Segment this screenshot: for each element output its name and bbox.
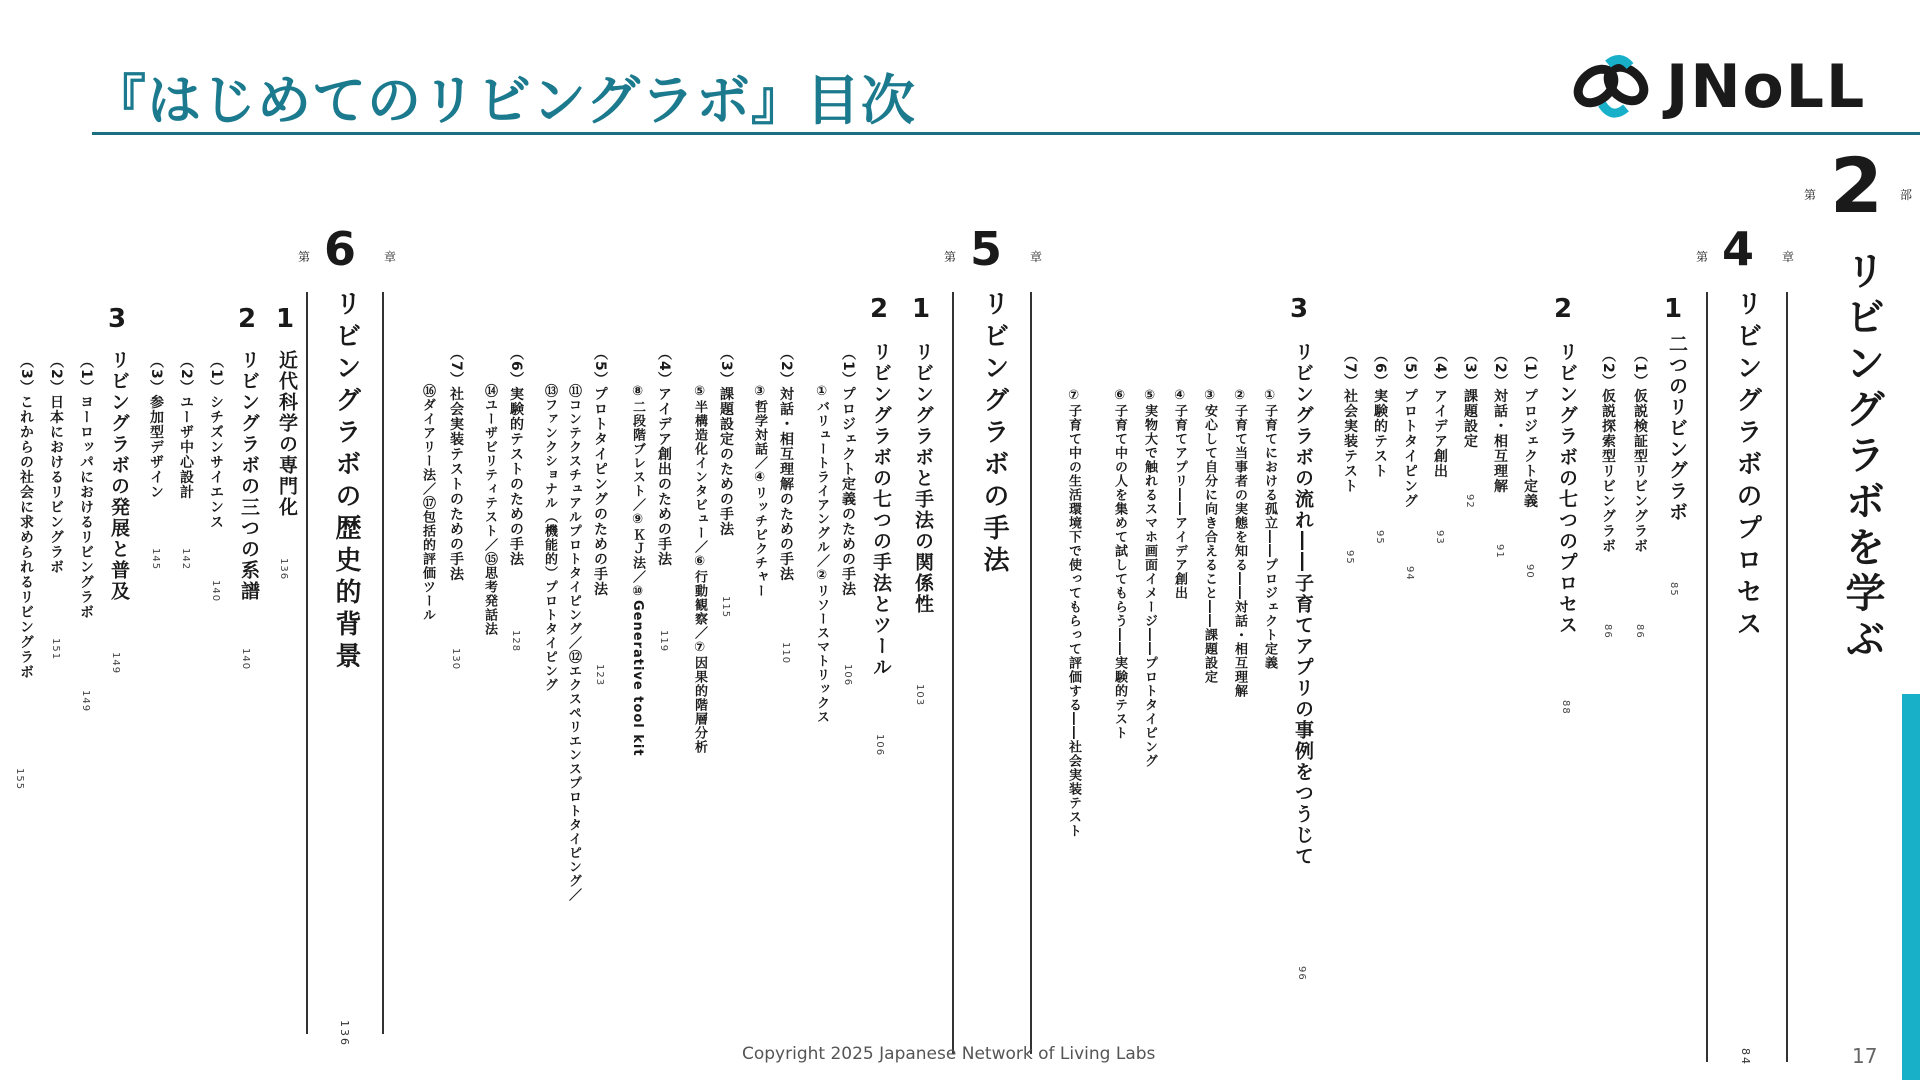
list-item: ③哲学対話／④リッチピクチャー xyxy=(752,384,767,598)
chapter-4-page: 84 xyxy=(1739,1048,1752,1066)
list-item: （3）これからの社会に求められるリビングラボ xyxy=(18,354,34,680)
list-item: （1）プロジェクト定義のための手法 xyxy=(840,346,856,597)
list-item: ②子育て当事者の実態を知る――対話・相互理解 xyxy=(1232,388,1247,698)
item-page: 93 xyxy=(1434,530,1445,545)
list-item: ⑥子育て中の人を集めて試してもらう――実験的テスト xyxy=(1112,388,1127,740)
chapter-4-title: リビングラボのプロセス xyxy=(1732,290,1762,642)
chapter-number: 4 xyxy=(1722,222,1755,276)
item-page: 106 xyxy=(842,664,853,687)
chapter-suffix: 章 xyxy=(384,250,397,264)
part-heading xyxy=(1800,141,1920,230)
list-item: （3）課題設定のための手法 xyxy=(718,346,734,537)
chapter-prefix: 第 xyxy=(1696,250,1709,264)
item-page: 110 xyxy=(780,642,791,665)
list-item: （2）対話・相互理解のための手法 xyxy=(778,346,794,582)
part-number: 2 xyxy=(1830,141,1883,230)
logo-text: JNoLL xyxy=(1666,52,1867,122)
section-title: 近代科学の専門化 xyxy=(276,350,298,518)
item-page: 119 xyxy=(658,630,669,653)
list-item: （5）プロトタイピングのための手法 xyxy=(592,346,608,597)
chapter-5-title: リビングラボの手法 xyxy=(979,290,1009,578)
list-item: （7）社会実装テストのための手法 xyxy=(448,346,464,582)
list-item: （2）ユーザ中心設計 xyxy=(178,354,194,500)
list-item: （1）シチズンサイエンス xyxy=(208,354,224,530)
chapter-4-heading xyxy=(1696,222,1806,276)
section-number: 1 xyxy=(276,304,295,334)
list-item: ⑬ファンクショナル（機能的）プロトタイピング xyxy=(542,384,557,692)
section-number: 3 xyxy=(1290,294,1309,324)
list-item: （6）実験的テスト xyxy=(1372,348,1388,479)
list-item: ④子育てアプリ――アイデア創出 xyxy=(1172,388,1187,600)
section-page: 88 xyxy=(1560,700,1571,715)
list-item: ⑭ユーザビリティテスト／⑮思考発話法 xyxy=(482,384,497,636)
section-number: 2 xyxy=(238,304,257,334)
jnoll-logo xyxy=(1566,46,1916,126)
chapter-6-title: リビングラボの歴史的背景 xyxy=(331,290,361,674)
chapter-5-heading xyxy=(944,222,1054,276)
chapter-6-divider xyxy=(382,292,384,1034)
chapter-6-page: 136 xyxy=(338,1020,351,1047)
page-title: 『はじめてのリビングラボ』目次 xyxy=(92,69,916,132)
list-item: ①バリュートライアングル／②リソースマトリックス xyxy=(814,384,829,724)
section-number: 1 xyxy=(1664,294,1683,324)
section-title: リビングラボの七つのプロセス xyxy=(1556,342,1578,636)
section-number: 2 xyxy=(1554,294,1573,324)
list-item: （4）アイデア創出 xyxy=(1432,348,1448,479)
item-page: 95 xyxy=(1344,550,1355,565)
item-page: 86 xyxy=(1602,624,1613,639)
section-title: リビングラボの発展と普及 xyxy=(108,350,130,602)
list-item: （3）課題設定 xyxy=(1462,348,1478,449)
chapter-4-divider xyxy=(1786,292,1788,1062)
title-divider xyxy=(92,132,1920,135)
list-item: ①子育てにおける孤立――プロジェクト定義 xyxy=(1262,388,1277,670)
list-item: ⑦子育て中の生活環境下で使ってもらって評価する――社会実装テスト xyxy=(1066,388,1081,838)
item-page: 149 xyxy=(80,690,91,713)
item-page: 142 xyxy=(180,548,191,571)
chapter-5-divider xyxy=(1030,292,1032,1054)
section-number: 2 xyxy=(870,294,889,324)
chapter-prefix: 第 xyxy=(944,250,957,264)
list-item: （5）プロトタイピング xyxy=(1402,348,1418,509)
part-title: リビングラボを学ぶ xyxy=(1839,250,1885,664)
item-page: 115 xyxy=(720,596,731,619)
section-page: 149 xyxy=(110,652,121,675)
section-page: 136 xyxy=(278,558,289,581)
section-number: 3 xyxy=(108,304,127,334)
item-page: 151 xyxy=(50,638,61,661)
item-page: 123 xyxy=(594,664,605,687)
section-page: 103 xyxy=(914,684,925,707)
part-prefix: 第 xyxy=(1804,188,1817,202)
list-item: （2）対話・相互理解 xyxy=(1492,348,1508,494)
list-item: ⑤実物大で触れるスマホ画面イメージ――プロトタイピング xyxy=(1142,388,1157,768)
chapter-suffix: 章 xyxy=(1782,250,1795,264)
item-page: 94 xyxy=(1404,566,1415,581)
list-item: （2）仮説探索型リビングラボ xyxy=(1600,348,1616,554)
chapter-number: 6 xyxy=(324,222,357,276)
list-item: （3）参加型デザイン xyxy=(148,354,164,500)
item-page: 86 xyxy=(1634,624,1645,639)
item-page: 130 xyxy=(450,648,461,671)
list-item: ⑤半構造化インタビュー／⑥行動観察／⑦因果的階層分析 xyxy=(692,384,707,754)
section-title: リビングラボの三つの系譜 xyxy=(238,350,260,602)
chapter-suffix: 章 xyxy=(1030,250,1043,264)
list-item: （1）プロジェクト定義 xyxy=(1522,348,1538,509)
list-item: （1）ヨーロッパにおけるリビングラボ xyxy=(78,354,94,620)
chapter-prefix: 第 xyxy=(298,250,311,264)
list-item: （7）社会実装テスト xyxy=(1342,348,1358,494)
item-page: 140 xyxy=(210,580,221,603)
list-item: ③安心して自分に向き合えること――課題設定 xyxy=(1202,388,1217,684)
item-page: 155 xyxy=(14,768,25,791)
list-item: ⑪コンテクスチュアルプロトタイピング／⑫エクスペリエンスプロトタイピング／ xyxy=(566,384,581,902)
part-suffix: 部 xyxy=(1900,188,1913,202)
section-title: 二つのリビングラボ xyxy=(1666,334,1688,523)
item-page: 91 xyxy=(1494,544,1505,559)
section-page: 140 xyxy=(240,648,251,671)
accent-bar xyxy=(1902,694,1920,1080)
list-item: （6）実験的テストのための手法 xyxy=(508,346,524,567)
chapter-number: 5 xyxy=(970,222,1003,276)
list-item: ⑯ダイアリー法／⑰包括的評価ツール xyxy=(420,384,435,622)
section-number: 1 xyxy=(912,294,931,324)
section-title: リビングラボの七つの手法とツール xyxy=(870,342,892,678)
section-title: リビングラボと手法の関係性 xyxy=(912,342,934,615)
item-page: 128 xyxy=(510,630,521,653)
section-title: リビングラボの流れ――子育てアプリの事例をつうじて xyxy=(1292,342,1314,867)
list-item: （4）アイデア創出のための手法 xyxy=(656,346,672,567)
list-item: （1）仮説検証型リビングラボ xyxy=(1632,348,1648,554)
item-page: 92 xyxy=(1464,494,1475,509)
chapter-4-divider-left xyxy=(1706,292,1708,1062)
list-item: （2）日本におけるリビングラボ xyxy=(48,354,64,575)
item-page: 145 xyxy=(150,548,161,571)
chapter-5-divider-left xyxy=(952,292,954,1054)
section-page: 85 xyxy=(1668,582,1679,597)
chapter-6-heading xyxy=(298,222,408,276)
list-item: ⑧二段階ブレスト／⑨ＫＪ法／⑩Generative tool kit xyxy=(630,384,645,757)
page-number: 17 xyxy=(1852,1044,1878,1068)
chapter-6-divider-left xyxy=(306,292,308,1034)
item-page: 90 xyxy=(1524,564,1535,579)
section-page: 106 xyxy=(874,734,885,757)
chain-link-icon xyxy=(1566,46,1662,126)
copyright-footer: Copyright 2025 Japanese Network of Living Labs xyxy=(742,1044,1156,1064)
item-page: 95 xyxy=(1374,530,1385,545)
section-page: 96 xyxy=(1296,966,1307,981)
